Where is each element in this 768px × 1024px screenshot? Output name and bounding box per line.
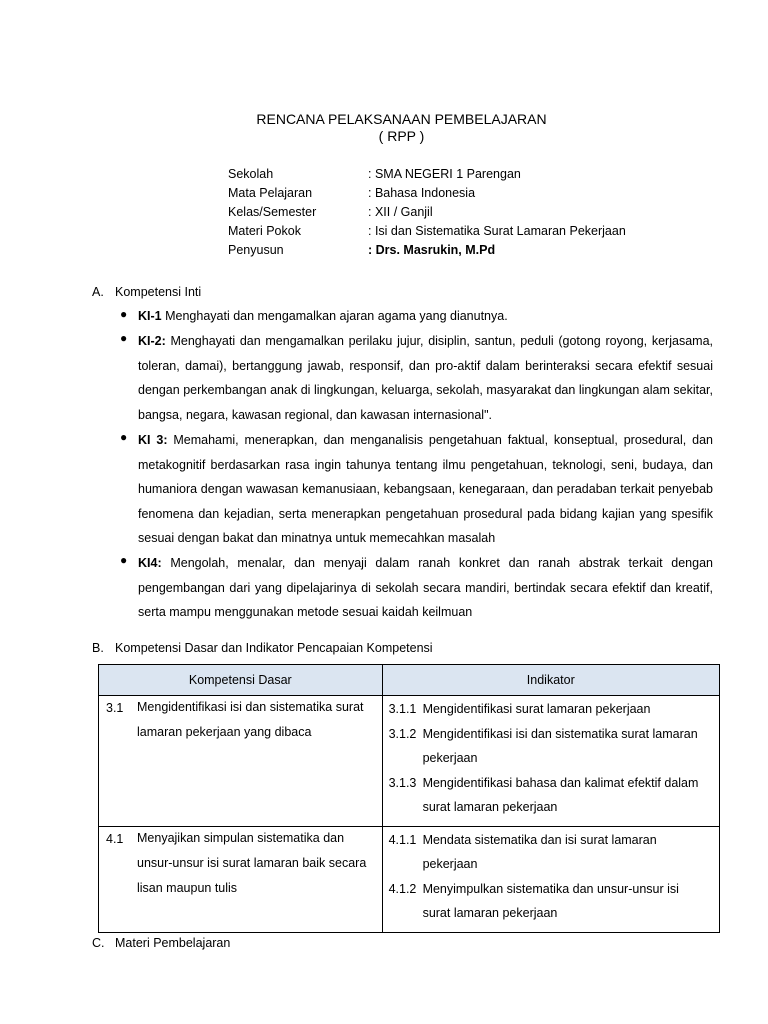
document-subtitle: ( RPP ) [378,128,425,144]
ki-item [138,551,713,625]
identity-row [228,184,626,203]
identity-row [228,241,626,260]
identity-row [228,203,626,222]
indicator-text-continued: pekerjaan [422,857,478,871]
section-title: Kompetensi Dasar dan Indikator Pencapaian Kompetensi [115,641,433,655]
identity-value: : Bahasa Indonesia [368,186,476,200]
ki-text: Mengolah, menalar, dan menyaji dalam ranah konkret dan ranah abstrak terkait dengan pengembangan dari yang dipelajarinya di sekolah secara mandiri, bertindak secara efektif dan kreatif, serta mampu menggunakan metode sesuai kaidah keilmuan [138,556,713,619]
indicator-item [389,877,713,902]
ki-code: KI-2: [138,334,166,348]
section-letter: A. [92,285,104,299]
indicator-cell [382,826,719,932]
bullet-icon: ● [120,331,128,345]
section-title: Kompetensi Inti [115,285,202,299]
identity-label: Sekolah [228,167,274,181]
table-row [99,826,720,932]
identity-value: : Isi dan Sistematika Surat Lamaran Pekerjaan [368,224,626,238]
bullet-icon: ● [120,307,128,321]
kd-number: 4.1 [106,831,124,846]
indicator-number: 3.1.1 [388,702,417,716]
competency-table [98,664,720,933]
kd-number: 3.1 [106,701,124,715]
identity-label: Kelas/Semester [228,205,317,219]
indicator-text: Mengidentifikasi bahasa dan kalimat efektif dalam [422,775,699,790]
ki-item [138,329,713,427]
indicator-number: 4.1.2 [388,881,417,896]
header-kompetensi-dasar: Kompetensi Dasar [99,665,383,696]
section-letter: B. [92,641,104,655]
indicator-text-continued: pekerjaan [422,751,478,765]
indicator-text-continued: surat lamaran pekerjaan [422,800,558,814]
header-indikator: Indikator [382,665,719,696]
identity-row [228,222,626,241]
ki-code: KI 3: [138,433,168,447]
bullet-icon: ● [120,553,128,567]
indicator-text-continued: surat lamaran pekerjaan [422,906,558,920]
table-row [99,696,720,827]
indicator-item [389,697,713,722]
section-a-heading [92,285,201,299]
indicator-text: Mengidentifikasi isi dan sistematika surat lamaran [422,726,698,741]
kd-text: Mengidentifikasi isi dan sistematika surat lamaran pekerjaan yang dibaca [137,700,364,739]
indicator-cell [382,696,719,827]
ki-text: Memahami, menerapkan, dan menganalisis pengetahuan faktual, konseptual, prosedural, dan metakognitif berdasarkan rasa ingin tahunya tentang ilmu pengetahuan, teknologi, seni, budaya, dan humaniora dengan wawasan kemanusiaan, kebangsaan, kenegaraan, dan peradaban terkait penyebab fenomena dan kejadian, serta menerapkan pengetahuan prosedural pada bidang kajian yang spesifik sesuai dengan bakat dan minatnya untuk memecahkan masalah [138,433,713,545]
ki-text: Menghayati dan mengamalkan ajaran agama yang dianutnya. [161,309,508,323]
section-b-heading [92,641,433,655]
identity-row [228,165,626,184]
kd-cell [99,826,383,932]
identity-label: Mata Pelajaran [228,186,313,200]
document-title: RENCANA PELAKSANAAN PEMBELAJARAN [256,111,547,127]
kd-cell [99,696,383,827]
ki-text: Menghayati dan mengamalkan perilaku jujur, disiplin, santun, peduli (gotong royong, kerjasama, toleran, damai), bertanggung jawab, responsif, dan pro-aktif dalam berinteraksi secara efektif sesuai dengan perkembangan anak di lingkungan, keluarga, sekolah, masyarakat dan lingkungan alam sekitar, bangsa, negara, kawasan regional, dan kawasan internasional". [138,334,713,422]
ki-code: KI-1 [138,309,162,323]
indicator-item [389,828,713,853]
identity-label: Penyusun [228,243,284,257]
section-title: Materi Pembelajaran [115,936,231,950]
identity-value: : SMA NEGERI 1 Parengan [368,167,521,181]
kd-text: Menyajikan simpulan sistematika dan unsur-unsur isi surat lamaran baik secara lisan maupun tulis [137,830,367,895]
indicator-number: 3.1.3 [388,775,417,790]
indicator-text: Mendata sistematika dan isi surat lamaran [422,832,657,847]
indicator-text: Menyimpulkan sistematika dan unsur-unsur isi [422,881,679,896]
indicator-item [389,722,713,747]
section-letter: C. [92,936,105,950]
identity-value: : Drs. Masrukin, M.Pd [368,243,496,257]
ki-item [138,304,713,329]
section-c-heading [92,936,230,950]
ki-code: KI4: [138,556,162,570]
ki-item [138,428,713,551]
indicator-item [389,771,713,796]
identity-block [228,165,626,260]
identity-label: Materi Pokok [228,224,301,238]
indicator-number: 3.1.2 [388,726,417,741]
indicator-text: Mengidentifikasi surat lamaran pekerjaan [422,702,651,716]
indicator-number: 4.1.1 [388,832,417,847]
bullet-icon: ● [120,430,128,444]
identity-value: : XII / Ganjil [368,205,433,219]
